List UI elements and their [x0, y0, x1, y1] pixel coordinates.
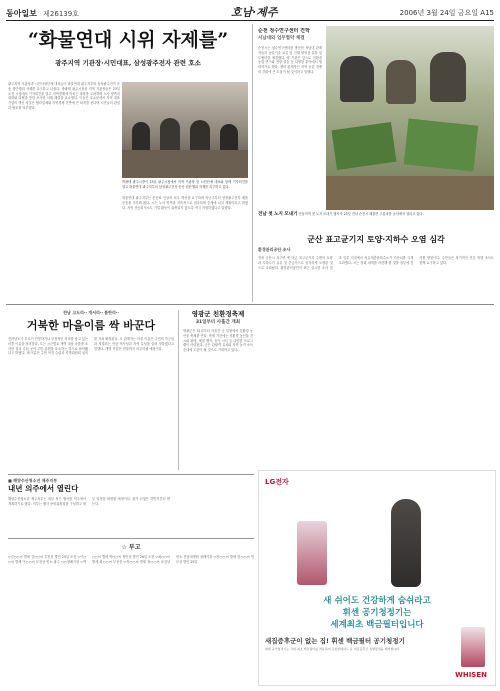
ad-copy-line2: 휘센 공기청정기는: [342, 608, 412, 618]
ad-product-thumbnail: [461, 627, 485, 667]
rice-planting-photo: [326, 26, 494, 210]
section-title: 호남·제주: [231, 6, 278, 19]
lg-air-purifier-ad[interactable]: [258, 470, 496, 686]
jeonnam-article: [8, 310, 174, 470]
edition-number: 제26139호: [43, 10, 79, 18]
lead-article: [8, 28, 248, 276]
masthead: [6, 6, 494, 20]
ad-copy-line1: 새 쉬어도 건강하게 숨쉬라고: [323, 596, 431, 606]
lead-headline: “화물연대 시위 자제를”: [27, 29, 229, 51]
sidebar-headline: 순천 청수연구센터 견학: [258, 28, 310, 34]
notice-headline: 내년 의주에서 열린다: [8, 484, 79, 493]
column-divider-2: [178, 310, 179, 470]
notice-body: 해양수산청소년 제주지부는 내년 정기 행사를 의주에서 개최하기로 했다. 지부는 행사 준비위원회를 구성하고 세부 일정을 확정할 예정이다. 참가 신청은 하반기부터 받는다.: [8, 497, 170, 506]
obit-box: [8, 542, 254, 684]
jeonnam-kicker: 전남 고도리·· 개서리·· 틈탄리··: [63, 310, 119, 315]
ad-purifier-product: [297, 521, 327, 585]
column-divider: [252, 24, 253, 302]
lead-photo-caption: 박광태 광주시장이 23일 광주시청에서 지역 기관장 및 시민단체 대표와 함께 기자회견을 열고 화물연대 광주지부의 삼성광주전자 운송 집단행위 자제를 촉구하고 있다.: [122, 180, 248, 189]
gunsan-headline: 군산 표고균기지 토양·지하수 오염 심각: [307, 234, 445, 244]
gunsan-subhead: 환경관리공단 조사: [258, 247, 291, 252]
jeonnam-headline: 거북한 마을이름 싹 바꾼다: [26, 319, 156, 332]
notice-article: [8, 478, 254, 534]
sidebar-body: 순천시는 청수연구센터를 방문한 서남대 관계자들과 농업기술 교류 및 인재 양성을 위한 업무협약을 체결했다. 양 기관은 앞으로 친환경 농업 연구와 현장 실습 등 다양한 분야에서 협력하기로 했다. 센터 관계자는 지역 농업 경쟁력 강화에 큰 도움이 될 것이라고 말했다.: [258, 46, 322, 74]
lead-subhead: 광주지역 기관장·시민대표, 삼성광주전자 관련 호소: [55, 59, 201, 67]
rice-photo-title: 전남 첫 노지 모내기: [258, 212, 298, 217]
rice-photo-caption-block: [258, 212, 494, 228]
sidebar-subhead: 서남대와 업무협약 체결: [258, 36, 305, 41]
jeonnam-body: 전라남도가 부르기 민망하거나 부정적인 의미를 담고 있는 마을 이름을 정비한다. 도는 시군별로 개명 대상 마을을 조사한 결과 수십 곳이 주민 불편을 호소하는 것으로 파악됐다고 밝혔다. 새 이름은 주민 의견 수렴과 지명위원회 심의를 거쳐 확정된다. 도 관계자는 마을 이름은 주민의 자긍심과 직결되는 만큼 역사성과 지역 특성을 살려 정하겠다고 말했다. 개명 작업은 연말까지 마무리될 예정이다.: [8, 337, 174, 356]
ad-brand: WHISEN: [455, 671, 487, 679]
ad-subcopy: 새집증후군이 없는 집! 휘센 백금필터 공기청정기: [265, 637, 405, 645]
gunsan-article: [258, 234, 494, 302]
ad-fineprint: 휘센 공기청정기는 국내 최초 백금필터를 적용하여 포름알데히드 등 새집증후군 유발물질을 제거합니다.: [265, 647, 401, 651]
notice-rule: [8, 474, 254, 475]
lead-photo: [122, 82, 248, 178]
obit-rule: [8, 538, 254, 539]
rice-photo-caption: 전남지역 첫 노지 모내기 행사가 23일 전남 순천시 해룡면 주룡마을 들녘에서 열리고 있다.: [298, 212, 424, 216]
ad-model-figure: [391, 499, 421, 587]
lead-body-col2: 화물연대 광주지부는 운송료 인상과 처우 개선을 요구하며 지난주부터 삼성광주전자 제품 운송을 거부해 왔다. 시는 노사 양측과 지속적으로 접촉하며 중재에 나설 계획이라고 밝혔다. 지역 상공회의소도 기업 활동이 위축되지 않도록 적극 지원하겠다고 말했다.: [122, 196, 248, 210]
ad-logo: LG전자: [265, 478, 289, 486]
paper-name: 동아일보: [6, 8, 37, 18]
yeonggwang-body: 영광군은 31일부터 사흘간 군 일원에서 친환경 농산물 축제를 연다. 축제 기간에는 친환경 농산물 전시와 판매, 체험 행사, 음식 시식 등 다양한 프로그램이 마련된다. 군은 관광객 유치와 지역 농가 소득 증대에 도움이 될 것으로 기대하고 있다.: [183, 329, 253, 353]
ad-copy-line3: 세계최초 백금필터입니다: [330, 620, 424, 630]
lead-body-col1: 광주지역 기관장과 시민사회단체 대표들이 화물연대 광주지부의 삼성광주전자 운송 집단행위 자제를 촉구하고 나섰다. 박광태 광주시장과 지역 기관장들은 23일 오전 시청에서 기자회견을 열고 지역경제에 미치는 파장을 우려하며 노사 양측의 대화와 타협을 통한 조속한 사태 해결을 호소했다. 이들은 호소문에서 지역 대표 기업의 생산 차질은 협력업체와 지역경제 전반에 큰 타격을 준다며 시민들의 관심과 협조를 당부했다.: [8, 82, 120, 110]
obit-headline: ☆ 부고: [121, 544, 141, 551]
masthead-rule: [6, 20, 494, 21]
section-divider: [6, 304, 494, 305]
issue-date: 2006년 3월 24일 금요일 A15: [399, 9, 494, 17]
ad-copy: [259, 595, 495, 631]
yeonggwang-headline: 영광군 친환경축제: [191, 310, 245, 318]
yeonggwang-article: [183, 310, 253, 470]
notice-kicker: ■ 해양수산청소년 제주지부: [8, 478, 58, 483]
gunsan-body: 전북 군산시 옥구면 옛 미군 표고균기지 주변의 토양과 지하수가 유류 및 중금속으로 심각하게 오염된 것으로 나타났다. 환경관리공단이 최근 실시한 조사 결과 일부 지점에서 석유계총탄화수소가 기준치를 크게 초과했다. 시는 정화 대책을 마련해 줄 것을 정부에 건의할 방침이다. 주민들은 장기적인 건강 영향 조사도 함께 요구하고 있다.: [258, 256, 494, 270]
obit-body: ▽김○○씨 별세 김○○씨 부친상 발인 25일 오전 ▽이○○씨 별세 이○○씨 모친상 빈소 광주 ○○장례식장 ▽박○○씨 별세 박○○씨 장인상 발인 26일 오전 ▽최○○씨 별세 최○○씨 부친상 ▽정○○씨 별세 정○○씨 모친상 빈소 전남대병원 장례식장 ▽한○○씨 별세 한○○씨 빙모상 발인 25일: [8, 555, 254, 564]
sidebar-article: [258, 28, 322, 236]
yeonggwang-subhead: 31일부터 사흘간 개최: [195, 320, 241, 325]
